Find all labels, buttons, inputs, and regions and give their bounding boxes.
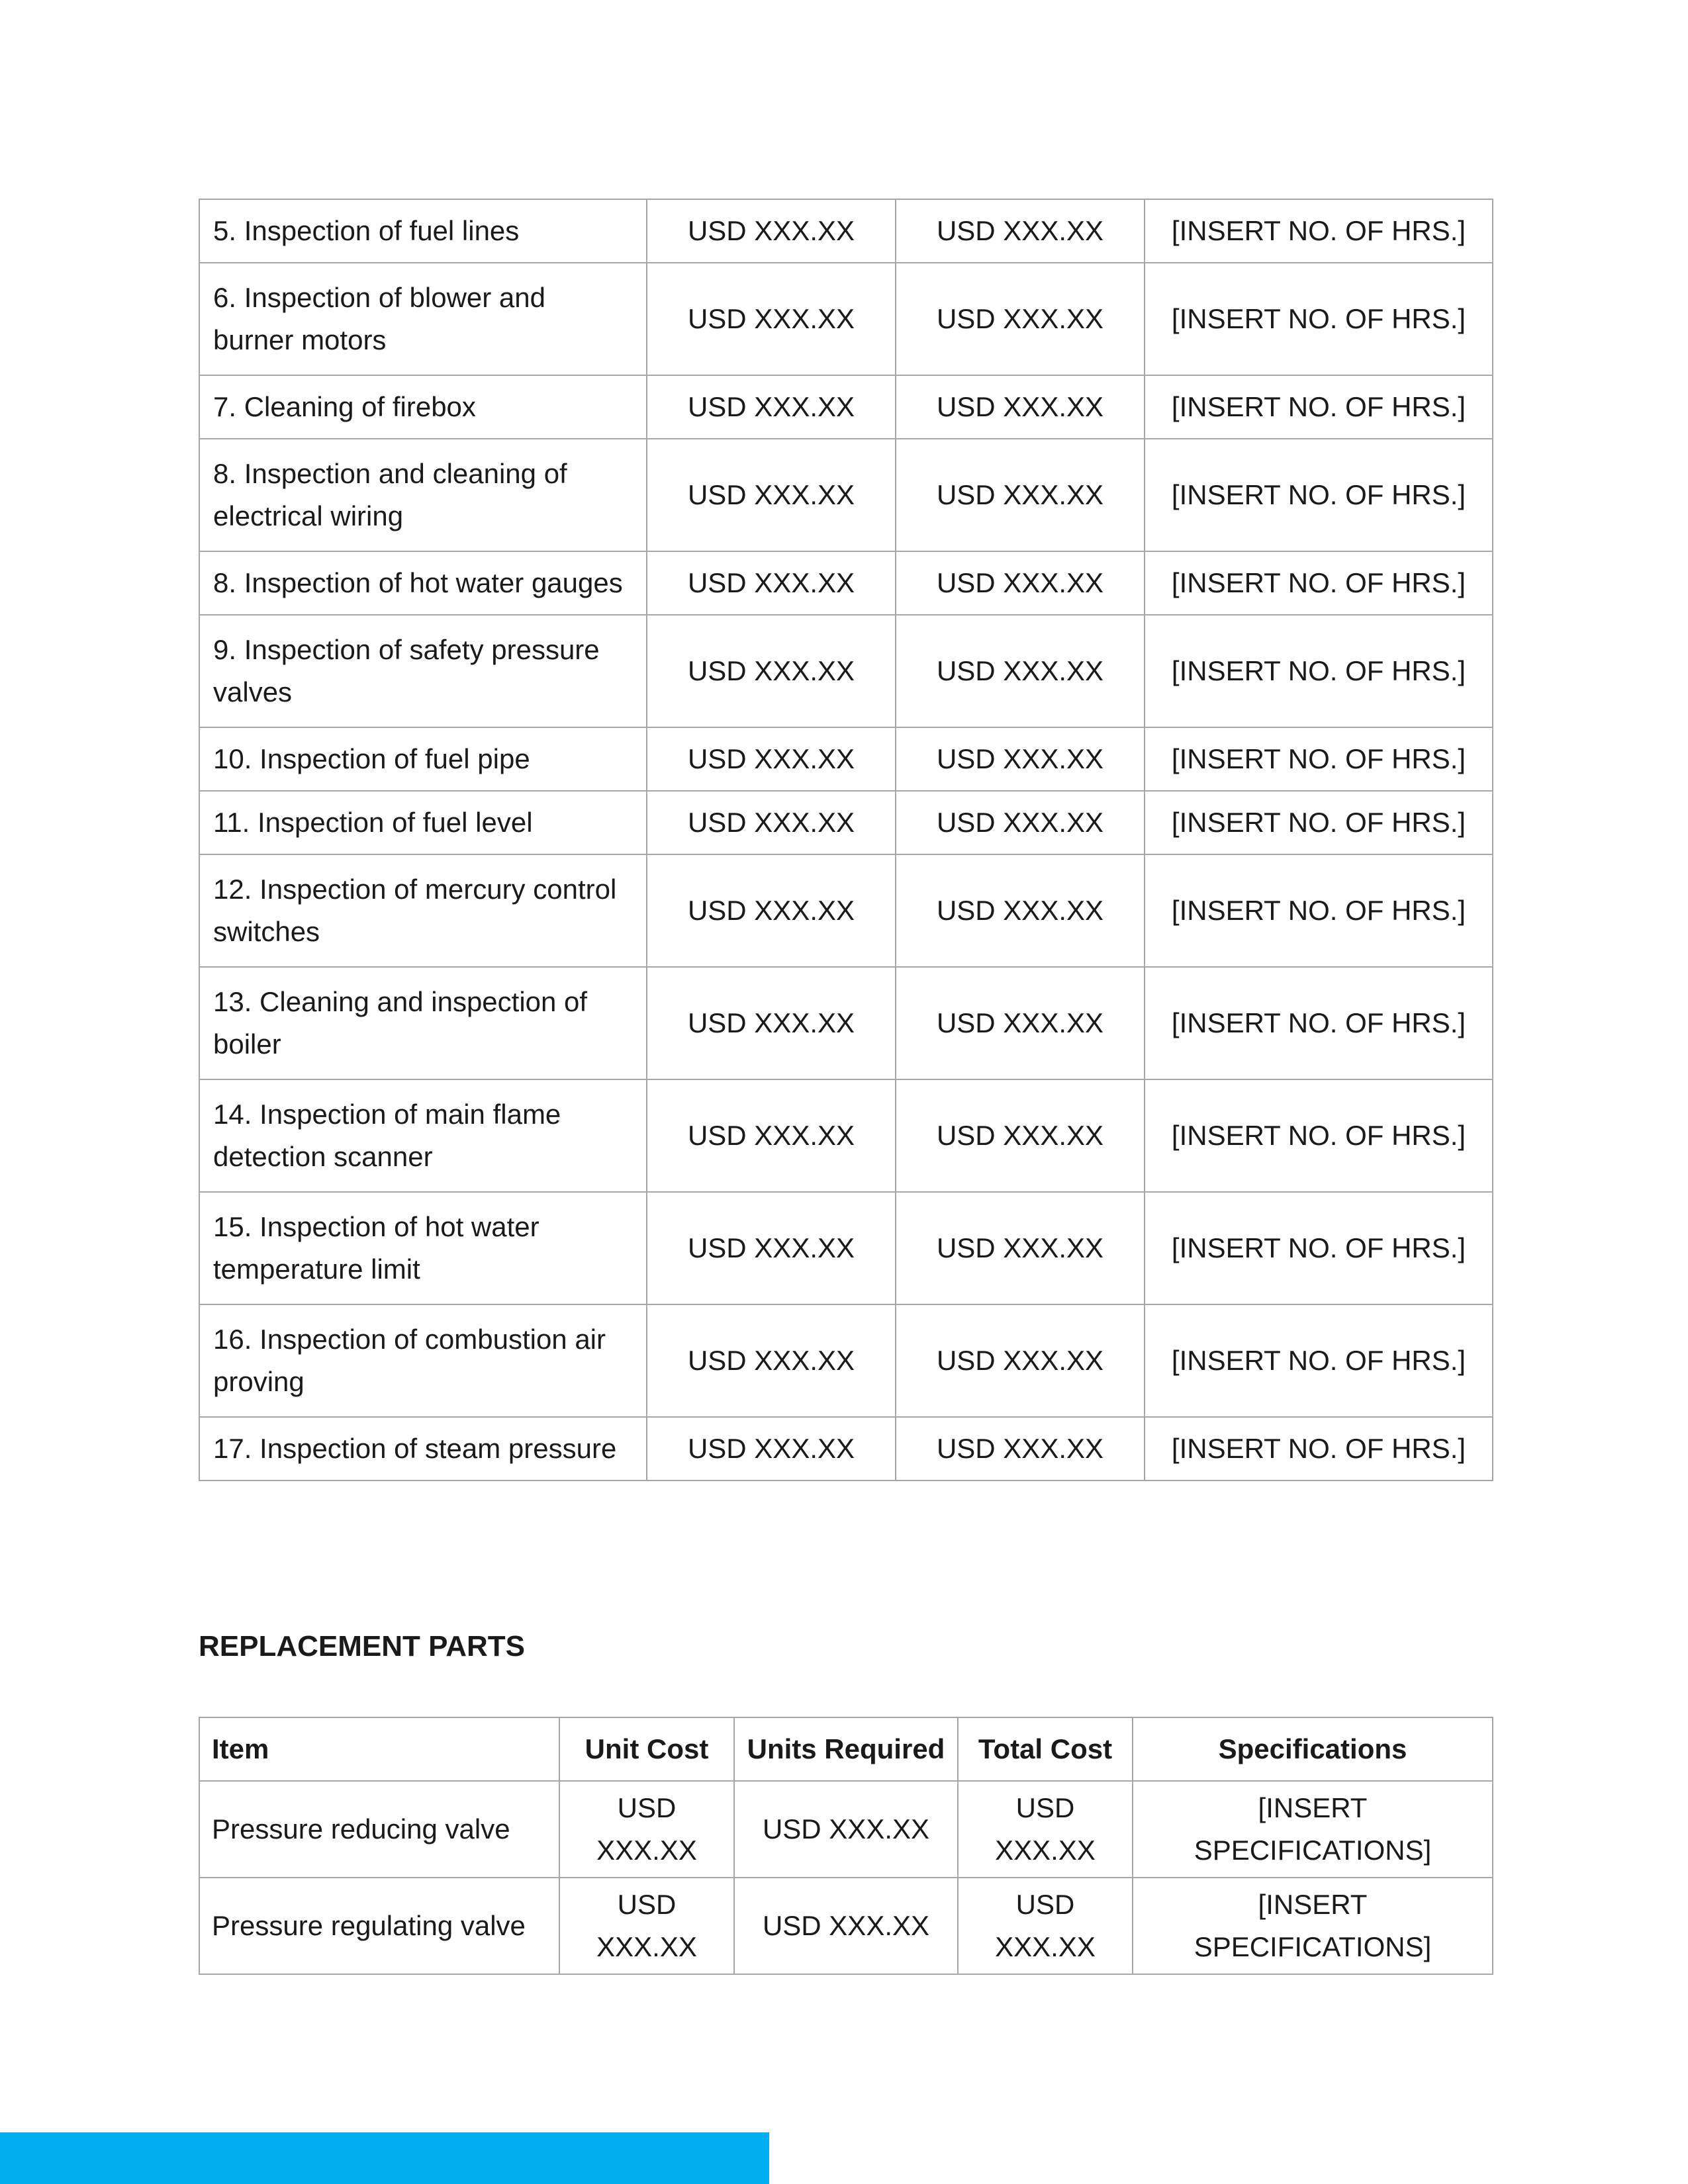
replacement-parts-table xyxy=(199,1717,1493,1975)
section-heading-replacement-parts: REPLACEMENT PARTS xyxy=(199,1630,525,1662)
hours: [INSERT NO. OF HRS.] xyxy=(1145,439,1493,551)
part-total-cost: USD XXX.XX xyxy=(958,1878,1133,1974)
part-item: Pressure reducing valve xyxy=(199,1781,559,1878)
part-specifications: [INSERT SPECIFICATIONS] xyxy=(1133,1781,1493,1878)
labor-cost: USD XXX.XX xyxy=(647,967,896,1079)
service-description: 7. Cleaning of firebox xyxy=(199,375,647,439)
service-description: 16. Inspection of combustion air proving xyxy=(199,1304,647,1417)
table-row xyxy=(199,199,1493,263)
labor-cost: USD XXX.XX xyxy=(647,615,896,727)
material-cost: USD XXX.XX xyxy=(896,615,1145,727)
labor-cost: USD XXX.XX xyxy=(647,1304,896,1417)
table-row xyxy=(199,439,1493,551)
service-description: 17. Inspection of steam pressure xyxy=(199,1417,647,1480)
labor-cost: USD XXX.XX xyxy=(647,439,896,551)
part-total-cost: USD XXX.XX xyxy=(958,1781,1133,1878)
material-cost: USD XXX.XX xyxy=(896,263,1145,375)
labor-cost: USD XXX.XX xyxy=(647,727,896,791)
table-header-row xyxy=(199,1717,1493,1781)
table-row xyxy=(199,263,1493,375)
material-cost: USD XXX.XX xyxy=(896,551,1145,615)
service-description: 5. Inspection of fuel lines xyxy=(199,199,647,263)
hours: [INSERT NO. OF HRS.] xyxy=(1145,1079,1493,1192)
material-cost: USD XXX.XX xyxy=(896,439,1145,551)
labor-cost: USD XXX.XX xyxy=(647,1417,896,1480)
material-cost: USD XXX.XX xyxy=(896,1079,1145,1192)
hours: [INSERT NO. OF HRS.] xyxy=(1145,199,1493,263)
column-header-units-required: Units Required xyxy=(734,1717,958,1781)
labor-cost: USD XXX.XX xyxy=(647,1192,896,1304)
part-unit-cost: USD XXX.XX xyxy=(559,1781,734,1878)
footer-accent-bar xyxy=(0,2132,769,2184)
column-header-specifications: Specifications xyxy=(1133,1717,1493,1781)
hours: [INSERT NO. OF HRS.] xyxy=(1145,791,1493,854)
column-header-total-cost: Total Cost xyxy=(958,1717,1133,1781)
part-unit-cost: USD XXX.XX xyxy=(559,1878,734,1974)
table-row xyxy=(199,551,1493,615)
column-header-unit-cost: Unit Cost xyxy=(559,1717,734,1781)
column-header-item: Item xyxy=(199,1717,559,1781)
material-cost: USD XXX.XX xyxy=(896,967,1145,1079)
hours: [INSERT NO. OF HRS.] xyxy=(1145,1304,1493,1417)
table-row xyxy=(199,854,1493,967)
part-units-required: USD XXX.XX xyxy=(734,1878,958,1974)
service-description: 13. Cleaning and inspection of boiler xyxy=(199,967,647,1079)
service-description: 6. Inspection of blower and burner motors xyxy=(199,263,647,375)
table-row xyxy=(199,1781,1493,1878)
service-description: 9. Inspection of safety pressure valves xyxy=(199,615,647,727)
labor-cost: USD XXX.XX xyxy=(647,1079,896,1192)
part-units-required: USD XXX.XX xyxy=(734,1781,958,1878)
hours: [INSERT NO. OF HRS.] xyxy=(1145,551,1493,615)
service-description: 8. Inspection and cleaning of electrical wiring xyxy=(199,439,647,551)
service-description: 14. Inspection of main flame detection scanner xyxy=(199,1079,647,1192)
part-item: Pressure regulating valve xyxy=(199,1878,559,1974)
table-row xyxy=(199,727,1493,791)
labor-cost: USD XXX.XX xyxy=(647,854,896,967)
part-specifications: [INSERT SPECIFICATIONS] xyxy=(1133,1878,1493,1974)
hours: [INSERT NO. OF HRS.] xyxy=(1145,263,1493,375)
table-row xyxy=(199,967,1493,1079)
material-cost: USD XXX.XX xyxy=(896,727,1145,791)
services-cost-table xyxy=(199,199,1493,1481)
service-description: 12. Inspection of mercury control switches xyxy=(199,854,647,967)
labor-cost: USD XXX.XX xyxy=(647,199,896,263)
table-row xyxy=(199,1079,1493,1192)
service-description: 11. Inspection of fuel level xyxy=(199,791,647,854)
material-cost: USD XXX.XX xyxy=(896,1192,1145,1304)
labor-cost: USD XXX.XX xyxy=(647,551,896,615)
material-cost: USD XXX.XX xyxy=(896,199,1145,263)
hours: [INSERT NO. OF HRS.] xyxy=(1145,615,1493,727)
service-description: 15. Inspection of hot water temperature limit xyxy=(199,1192,647,1304)
hours: [INSERT NO. OF HRS.] xyxy=(1145,967,1493,1079)
table-row xyxy=(199,1192,1493,1304)
labor-cost: USD XXX.XX xyxy=(647,375,896,439)
hours: [INSERT NO. OF HRS.] xyxy=(1145,1417,1493,1480)
material-cost: USD XXX.XX xyxy=(896,791,1145,854)
table-row xyxy=(199,1878,1493,1974)
hours: [INSERT NO. OF HRS.] xyxy=(1145,1192,1493,1304)
table-row xyxy=(199,615,1493,727)
services-table-body xyxy=(199,199,1493,1480)
hours: [INSERT NO. OF HRS.] xyxy=(1145,854,1493,967)
service-description: 8. Inspection of hot water gauges xyxy=(199,551,647,615)
table-row xyxy=(199,1304,1493,1417)
table-row xyxy=(199,375,1493,439)
table-row xyxy=(199,791,1493,854)
table-row xyxy=(199,1417,1493,1480)
labor-cost: USD XXX.XX xyxy=(647,791,896,854)
material-cost: USD XXX.XX xyxy=(896,854,1145,967)
labor-cost: USD XXX.XX xyxy=(647,263,896,375)
material-cost: USD XXX.XX xyxy=(896,1304,1145,1417)
material-cost: USD XXX.XX xyxy=(896,375,1145,439)
hours: [INSERT NO. OF HRS.] xyxy=(1145,727,1493,791)
hours: [INSERT NO. OF HRS.] xyxy=(1145,375,1493,439)
service-description: 10. Inspection of fuel pipe xyxy=(199,727,647,791)
material-cost: USD XXX.XX xyxy=(896,1417,1145,1480)
